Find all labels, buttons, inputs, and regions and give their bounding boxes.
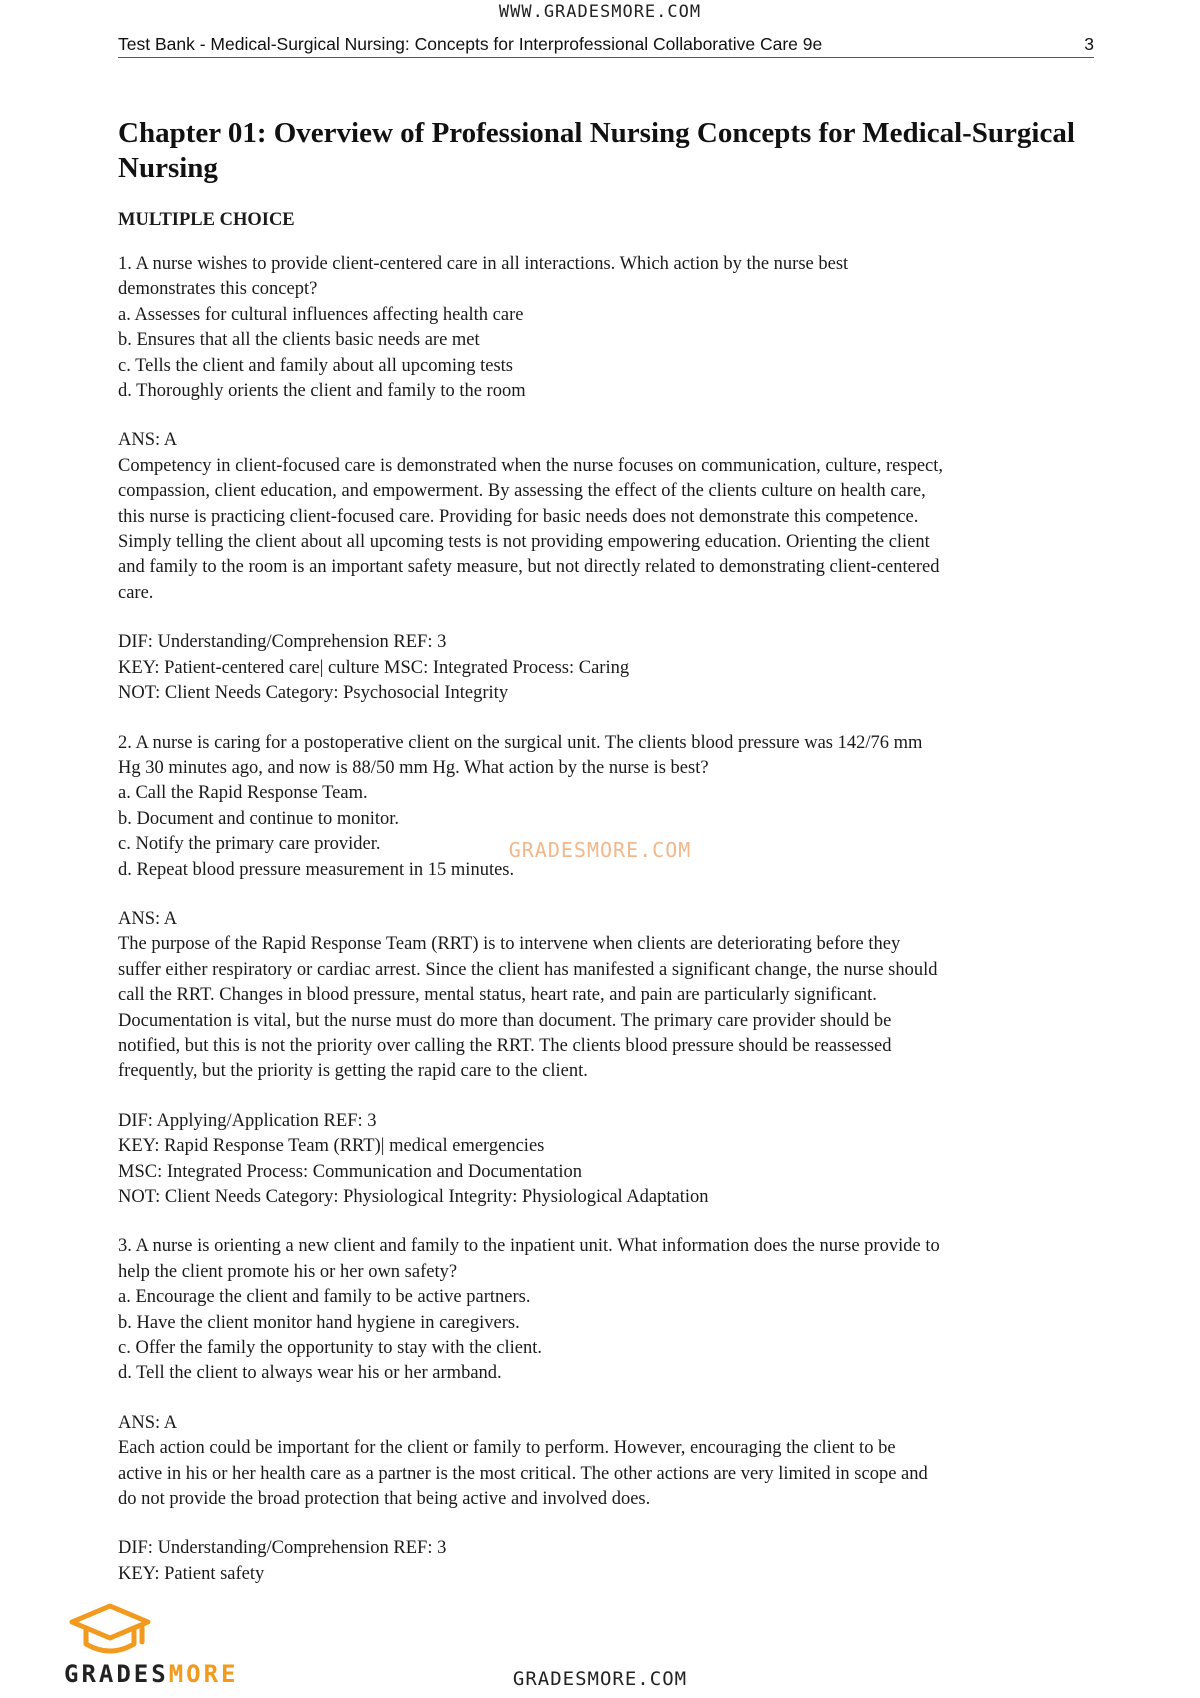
meta-line: NOT: Client Needs Category: Psychosocial Integrity bbox=[118, 683, 509, 704]
answer-option: a. Encourage the client and family to be active partners. bbox=[118, 1287, 531, 1308]
footer-url: GRADESMORE.COM bbox=[512, 1668, 688, 1690]
answer-rationale-block bbox=[118, 907, 1098, 1085]
question-meta-block bbox=[118, 630, 1098, 706]
running-header bbox=[118, 34, 1094, 58]
rationale-line: care. bbox=[118, 582, 154, 603]
meta-line: KEY: Rapid Response Team (RRT)| medical emergencies bbox=[118, 1136, 545, 1157]
logo-text-more: MORE bbox=[168, 1660, 239, 1688]
watermark: GRADESMORE.COM bbox=[508, 838, 692, 862]
rationale-line: notified, but this is not the priority over calling the RRT. The clients blood pressure should be reassessed bbox=[118, 1035, 892, 1056]
rationale-line: active in his or her health care as a partner is the most critical. The other actions are very limited in scope and bbox=[118, 1463, 928, 1484]
question-item bbox=[118, 731, 1098, 1211]
rationale-line: Competency in client-focused care is demonstrated when the nurse focuses on communication, culture, respect, bbox=[118, 455, 944, 476]
meta-line: DIF: Understanding/Comprehension REF: 3 bbox=[118, 1538, 447, 1559]
answer-option: d. Tell the client to always wear his or her armband. bbox=[118, 1363, 502, 1384]
question-meta-block bbox=[118, 1109, 1098, 1211]
question-stem-line: 3. A nurse is orienting a new client and family to the inpatient unit. What information does the nurse provide to bbox=[118, 1236, 940, 1257]
answer-option: b. Document and continue to monitor. bbox=[118, 808, 400, 829]
rationale-line: this nurse is practicing client-focused care. Providing for basic needs does not demonstrate this competence. bbox=[118, 506, 919, 527]
logo-text-grades: GRADES bbox=[64, 1660, 169, 1688]
rationale-line: and family to the room is an important safety measure, but not directly related to demonstrating client-centered bbox=[118, 557, 940, 578]
answer-option: a. Assesses for cultural influences affecting health care bbox=[118, 304, 524, 325]
meta-line: DIF: Applying/Application REF: 3 bbox=[118, 1110, 377, 1131]
question-block bbox=[118, 731, 1098, 883]
page-number: 3 bbox=[1084, 34, 1094, 54]
section-heading: MULTIPLE CHOICE bbox=[118, 210, 295, 230]
question-stem-line: 1. A nurse wishes to provide client-centered care in all interactions. Which action by the nurse best bbox=[118, 254, 849, 274]
answer-option: b. Ensures that all the clients basic needs are met bbox=[118, 330, 480, 351]
graduation-cap-icon bbox=[68, 1602, 152, 1658]
answer-option: d. Thoroughly orients the client and family to the room bbox=[118, 381, 526, 402]
running-title: Test Bank - Medical-Surgical Nursing: Concepts for Interprofessional Collaborative Care 9e bbox=[118, 34, 823, 54]
document-body bbox=[118, 116, 1098, 1611]
rationale-line: call the RRT. Changes in blood pressure, mental status, heart rate, and pain are particularly significant. bbox=[118, 985, 877, 1006]
question-block bbox=[118, 252, 1098, 404]
answer-rationale-block bbox=[118, 1411, 1098, 1513]
question-stem-line: 2. A nurse is caring for a postoperative client on the surgical unit. The clients blood pressure was 142/76 mm bbox=[118, 732, 923, 753]
answer-key: ANS: A bbox=[118, 908, 178, 929]
rationale-line: Documentation is vital, but the nurse must do more than document. The primary care provider should be bbox=[118, 1010, 892, 1031]
rationale-line: frequently, but the priority is getting the rapid care to the client. bbox=[118, 1061, 588, 1082]
meta-line: MSC: Integrated Process: Communication and Documentation bbox=[118, 1161, 582, 1182]
answer-rationale-block bbox=[118, 428, 1098, 606]
site-url: WWW.GRADESMORE.COM bbox=[498, 2, 702, 22]
chapter-title: Chapter 01: Overview of Professional Nursing Concepts for Medical-Surgical Nursing bbox=[118, 117, 1075, 184]
rationale-line: The purpose of the Rapid Response Team (RRT) is to intervene when clients are deteriorating before they bbox=[118, 934, 901, 955]
answer-key: ANS: A bbox=[118, 430, 178, 451]
question-item bbox=[118, 252, 1098, 707]
rationale-line: suffer either respiratory or cardiac arrest. Since the client has manifested a significant change, the nurse should bbox=[118, 959, 938, 980]
answer-option: c. Tells the client and family about all upcoming tests bbox=[118, 355, 513, 376]
answer-option: c. Offer the family the opportunity to stay with the client. bbox=[118, 1338, 543, 1359]
question-stem-line: Hg 30 minutes ago, and now is 88/50 mm Hg. What action by the nurse is best? bbox=[118, 757, 709, 778]
answer-option: a. Call the Rapid Response Team. bbox=[118, 783, 368, 804]
rationale-line: compassion, client education, and empowerment. By assessing the effect of the clients culture on health care, bbox=[118, 481, 926, 502]
rationale-line: do not provide the broad protection that being active and involved does. bbox=[118, 1489, 651, 1510]
meta-line: KEY: Patient safety bbox=[118, 1563, 265, 1584]
rationale-line: Each action could be important for the client or family to perform. However, encouraging the client to be bbox=[118, 1438, 896, 1459]
rationale-line: Simply telling the client about all upcoming tests is not providing empowering education. Orienting the client bbox=[118, 532, 930, 553]
question-item bbox=[118, 1234, 1098, 1587]
answer-option: b. Have the client monitor hand hygiene in caregivers. bbox=[118, 1312, 520, 1333]
meta-line: DIF: Understanding/Comprehension REF: 3 bbox=[118, 632, 447, 653]
question-meta-block bbox=[118, 1536, 1098, 1587]
question-block bbox=[118, 1234, 1098, 1386]
answer-key: ANS: A bbox=[118, 1412, 178, 1433]
question-stem-line: help the client promote his or her own safety? bbox=[118, 1261, 458, 1282]
answer-option: d. Repeat blood pressure measurement in 15 minutes. bbox=[118, 859, 515, 880]
meta-line: KEY: Patient-centered care| culture MSC: Integrated Process: Caring bbox=[118, 657, 630, 678]
answer-option: c. Notify the primary care provider. bbox=[118, 834, 381, 855]
meta-line: NOT: Client Needs Category: Physiological Integrity: Physiological Adaptation bbox=[118, 1187, 709, 1207]
question-list bbox=[118, 252, 1098, 1587]
question-stem-line: demonstrates this concept? bbox=[118, 279, 318, 300]
